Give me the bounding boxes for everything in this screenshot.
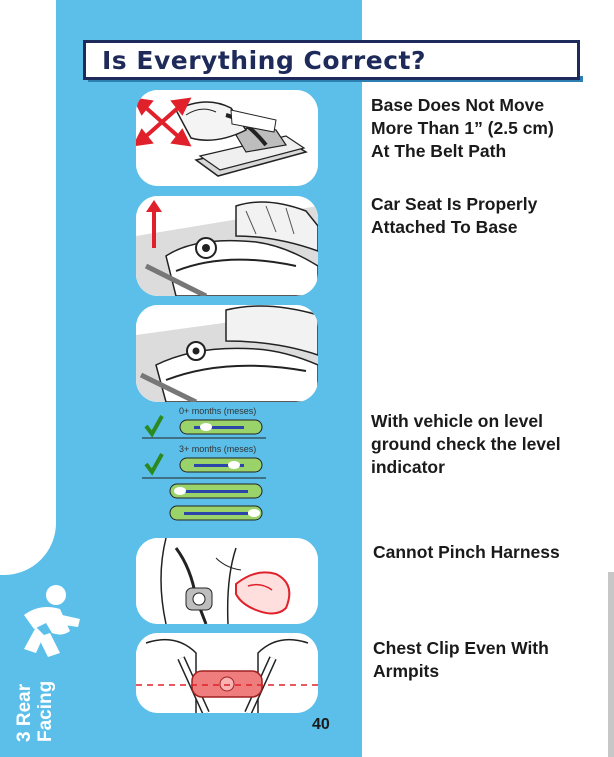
check-label-level: With vehicle on level ground check the level indicator	[371, 411, 561, 477]
illustration-pinch-harness	[136, 538, 318, 624]
illustration-seat-attached	[136, 196, 318, 296]
left-margin	[0, 0, 56, 575]
level-label-0: 0+ months (meses)	[179, 406, 257, 416]
check-label-chest-clip: Chest Clip Even With Armpits	[373, 638, 549, 681]
illustration-base-movement	[136, 90, 318, 186]
section-tab-label: 3 Rear Facing	[14, 680, 56, 742]
illustration-seat-closeup	[136, 305, 318, 402]
level-label-3: 3+ months (meses)	[179, 444, 257, 454]
illustration-level-indicator	[136, 402, 318, 526]
child-figure-icon	[24, 585, 80, 657]
check-label-base: Base Does Not Move More Than 1” (2.5 cm) At The Belt Path	[371, 95, 554, 161]
check-label-attached: Car Seat Is Properly Attached To Base	[371, 194, 538, 237]
illustration-chest-clip	[136, 633, 318, 713]
checkmark-icon	[146, 454, 162, 472]
page-edge	[608, 572, 614, 757]
check-label-pinch: Cannot Pinch Harness	[373, 542, 560, 562]
title-bar	[83, 40, 580, 80]
page-number: 40	[312, 716, 330, 733]
checkmark-icon	[146, 416, 162, 434]
page-title: Is Everything Correct?	[102, 46, 426, 75]
